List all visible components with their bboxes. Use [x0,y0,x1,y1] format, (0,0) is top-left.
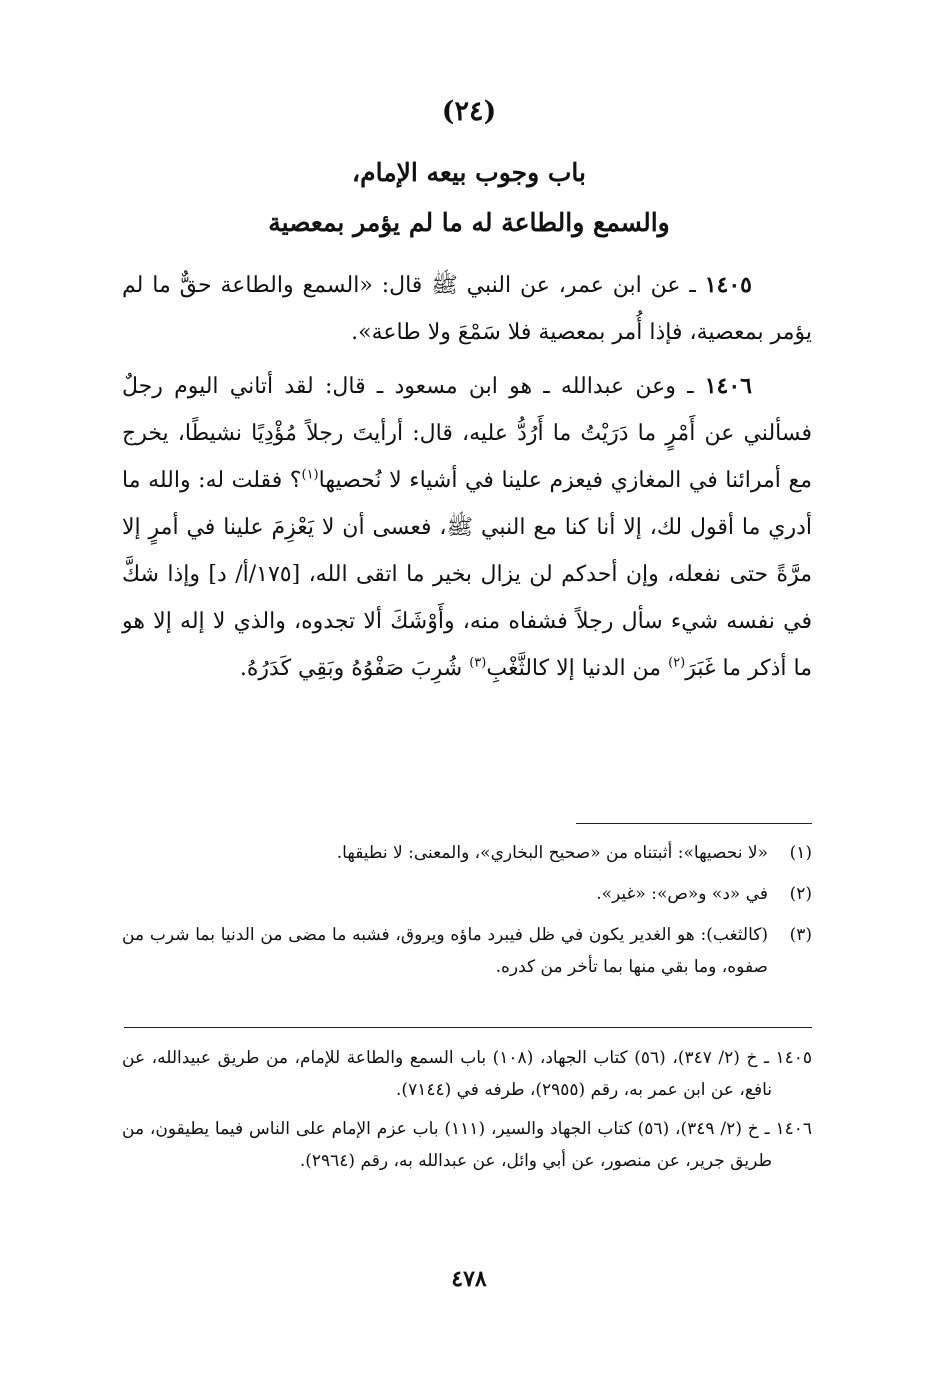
chapter-title-line-1: باب وجوب بيعه الإمام، [352,158,586,187]
footnote-3 [122,919,812,983]
chapter-title [0,148,938,248]
footnote-1 [122,837,812,869]
hadith-text-part: ؟ فقلت له: والله ما أدري ما أقول لك، إلا أنا كنا مع النبي ﷺ، فعسى أن لا يَعْزِمَ علينا في أمرٍ إلا مرَّةً حتى نفعله، وإن أحدكم لن يزال بخير ما اتقى الله، [١٧٥/أ/ د] وإذا شكَّ في نفسه شيء سأل رجلاً فشفاه منه، وأَوْشَكَ ألا تجدوه، والذي لا إله إلا هو ما أذكر ما غَبَرَ [122,468,812,681]
footnote-number: (٣) [789,925,812,945]
hadith-text-part: من الدنيا إلا كالثَّغْبِ [486,656,669,681]
chapter-number: (٢٤) [441,96,497,127]
footnotes-divider [576,823,812,824]
page-number: ٤٧٨ [451,1266,487,1292]
footnote-number: (١) [789,843,812,863]
hadith-text-part: ـ وعن عبدالله ـ هو ابن مسعود ـ قال: لقد أتاني اليوم رجلٌ فسألني عن أَمْرٍ ما دَرَيْتُ ما أَرُدُّ عليه، قال: أرأيتَ رجلاً مُؤْدِيًا نشيطًا، يخرج مع أمرائنا في المغازي فيعزم علينا في أشياء لا نُحصيها [122,374,812,493]
footnote-text: في «د» و«ص»: «غير». [596,884,768,904]
footnote-2 [122,878,812,910]
hadith-number: ١٤٠٦ [704,373,752,399]
hadith-number: ١٤٠٥ [704,272,752,298]
footnote-text: (كالثغب): هو الغدير يكون في ظل فيبرد ماؤه ويروق، فشبه ما مضى من الدنيا بما شرب من صفوه، وما بقي منها بما تأخر من كدره. [122,925,768,977]
footnotes-section [122,837,812,992]
footnote-ref-2[interactable]: (٢) [668,655,686,671]
takhrij-1405: ١٤٠٥ ـ خ (٢/ ٣٤٧)، (٥٦) كتاب الجهاد، (١٠٨) باب السمع والطاعة للإمام، من طريق عبيدالله، عن نافع، عن ابن عمر به، رقم (٢٩٥٥)، طرفه في (٧١٤٤). [122,1048,812,1100]
footnote-ref-1[interactable]: (١) [301,467,319,483]
footnote-text: «لا نحصيها»: أثبتناه من «صحيح البخاري»، والمعنى: لا نطيقها. [336,843,768,863]
takhrij-section [122,1042,812,1184]
takhrij-1406: ١٤٠٦ ـ خ (٢/ ٣٤٩)، (٥٦) كتاب الجهاد والسير، (١١١) باب عزم الإمام على الناس فيما يطيقون، من طريق جرير، عن منصور، عن أبي وائل، عن عبدالله به، رقم (٢٩٦٤). [122,1119,812,1171]
footnote-ref-3[interactable]: (٣) [469,655,487,671]
hadith-body [122,262,812,699]
hadith-text-part: شُرِبَ صَفْوُهُ وبَقِي كَدَرُهُ. [239,656,470,681]
hadith-1405 [122,262,812,356]
takhrij-divider [124,1027,812,1028]
hadith-text: ـ عن ابن عمر، عن النبي ﷺ قال: «السمع والطاعة حقٌّ ما لم يؤمر بمعصية، فإذا أُمر بمعصية فلا سَمْعَ ولا طاعة». [122,273,812,345]
hadith-1406 [122,363,812,692]
footnote-number: (٢) [789,884,812,904]
chapter-title-line-2: والسمع والطاعة له ما لم يؤمر بمعصية [268,208,670,237]
